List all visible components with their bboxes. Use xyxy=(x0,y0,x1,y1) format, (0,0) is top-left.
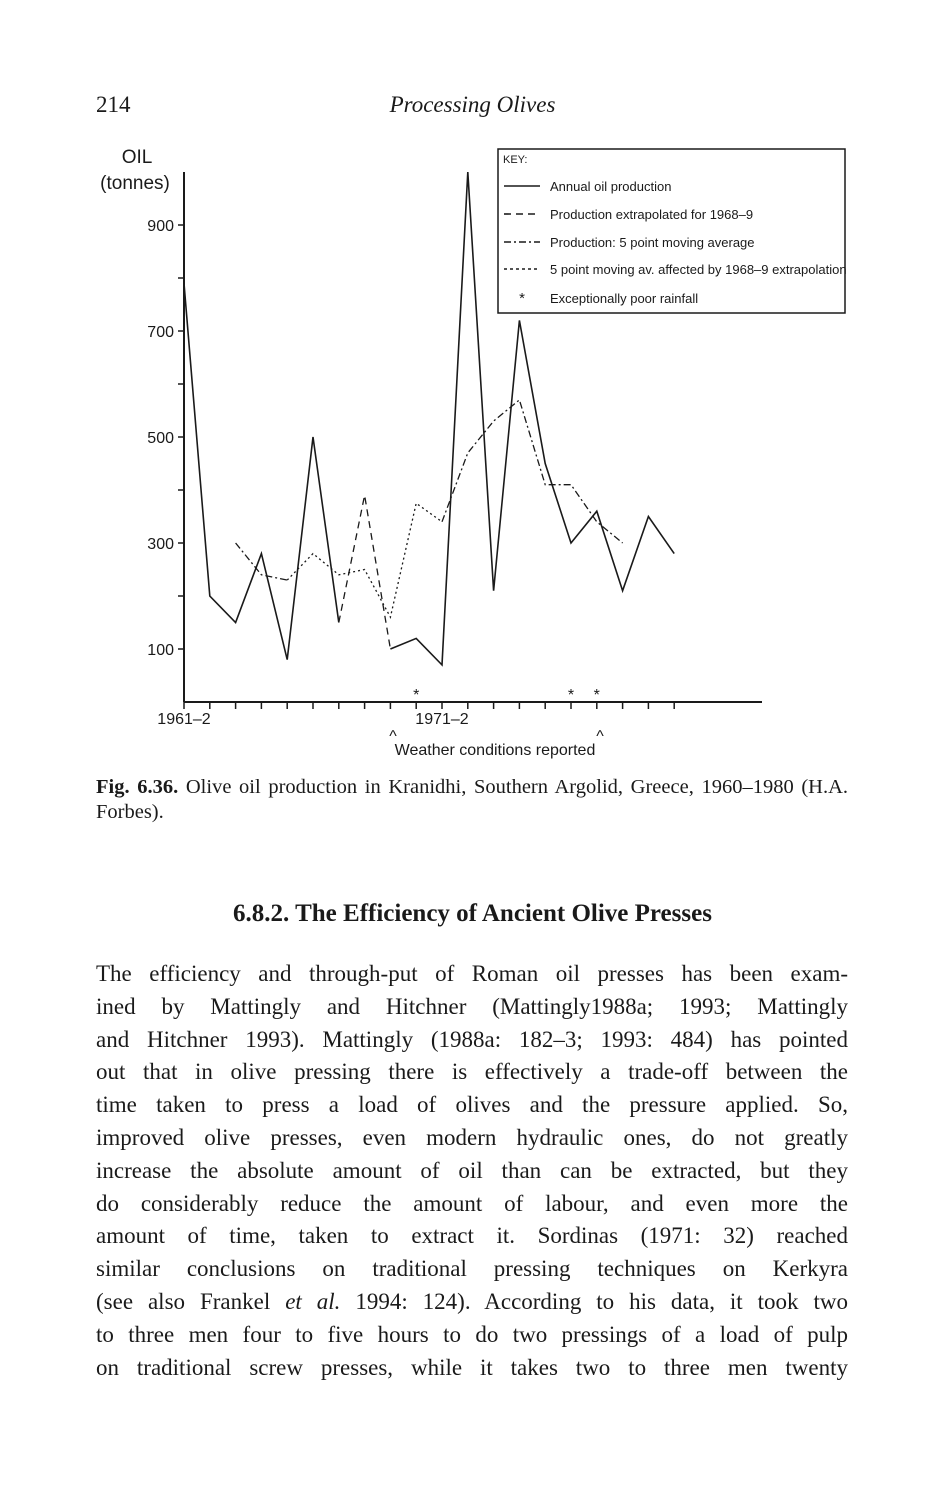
body-line: (see also Frankel et al. 1994: 124). According to his data, it took two xyxy=(96,1288,848,1314)
body-line: improved olive presses, even modern hydraulic ones, do not greatly xyxy=(96,1124,848,1150)
body-paragraph xyxy=(96,958,848,1384)
chart-legend xyxy=(498,149,847,313)
legend-swatch-star: * xyxy=(519,290,525,307)
y-tick-label: 100 xyxy=(147,642,174,659)
series-line-dash-dot xyxy=(442,400,623,543)
poor-rainfall-star: * xyxy=(413,687,420,704)
section-heading: 6.8.2. The Efficiency of Ancient Olive Presses xyxy=(233,900,712,927)
x-label-mid: 1971–2 xyxy=(415,711,469,728)
caption-label: Fig. 6.36. xyxy=(96,776,179,798)
body-line: do considerably reduce the amount of labour, and even more the xyxy=(96,1190,848,1216)
body-line: and Hitchner 1993). Mattingly (1988a: 182–3; 1993: 484) has pointed xyxy=(96,1026,848,1052)
legend-item-moving-average: Production: 5 point moving average xyxy=(550,235,755,250)
body-line: amount of time, taken to extract it. Sordinas (1971: 32) reached xyxy=(96,1223,848,1249)
weather-marker-left: ^ xyxy=(389,728,397,745)
body-line: time taken to press a load of olives and the pressure applied. So, xyxy=(96,1092,848,1118)
series-line-dashed xyxy=(339,495,391,649)
poor-rainfall-star: * xyxy=(593,687,600,704)
body-line: increase the absolute amount of oil than can be extracted, but they xyxy=(96,1157,848,1183)
running-title: Processing Olives xyxy=(389,92,556,117)
caption-text: Olive oil production in Kranidhi, Southern Argolid, Greece, 1960–1980 (H.A. Forbes). xyxy=(96,776,849,823)
poor-rainfall-star: * xyxy=(567,687,575,704)
y-tick-label: 300 xyxy=(147,536,174,553)
body-line: The efficiency and through-put of Roman oil presses has been exam- xyxy=(96,961,848,986)
series-line-solid xyxy=(184,283,339,659)
body-line: on traditional screw presses, while it takes two to three men twenty xyxy=(96,1354,848,1380)
weather-note: Weather conditions reported xyxy=(394,742,596,759)
y-axis-title-line2: (tonnes) xyxy=(100,173,170,194)
body-line: to three men four to five hours to do two pressings of a load of pulp xyxy=(96,1321,848,1347)
legend-item-poor-rainfall: Exceptionally poor rainfall xyxy=(550,291,699,306)
legend-item-annual: Annual oil production xyxy=(550,179,672,194)
y-tick-label: 500 xyxy=(147,430,174,447)
series-line-dotted xyxy=(287,503,442,617)
y-tick-label: 900 xyxy=(147,218,174,235)
page-number: 214 xyxy=(96,92,131,117)
x-label-start: 1961–2 xyxy=(157,711,211,728)
y-tick-label: 700 xyxy=(147,324,174,341)
figure-caption xyxy=(96,775,848,825)
series-line-dash-dot xyxy=(236,543,288,580)
legend-item-affected-average: 5 point moving av. affected by 1968–9 extrapolation xyxy=(550,262,847,277)
body-line: similar conclusions on traditional pressing techniques on Kerkyra xyxy=(96,1256,848,1282)
body-line: out that in olive pressing there is effectively a trade-off between the xyxy=(96,1059,848,1085)
body-line: ined by Mattingly and Hitchner (Mattingly1988a; 1993; Mattingly xyxy=(96,993,848,1019)
y-axis-title-line1: OIL xyxy=(121,147,153,168)
weather-marker-right: ^ xyxy=(596,728,604,745)
legend-item-extrapolated: Production extrapolated for 1968–9 xyxy=(550,207,754,222)
legend-title: KEY: xyxy=(503,154,528,166)
